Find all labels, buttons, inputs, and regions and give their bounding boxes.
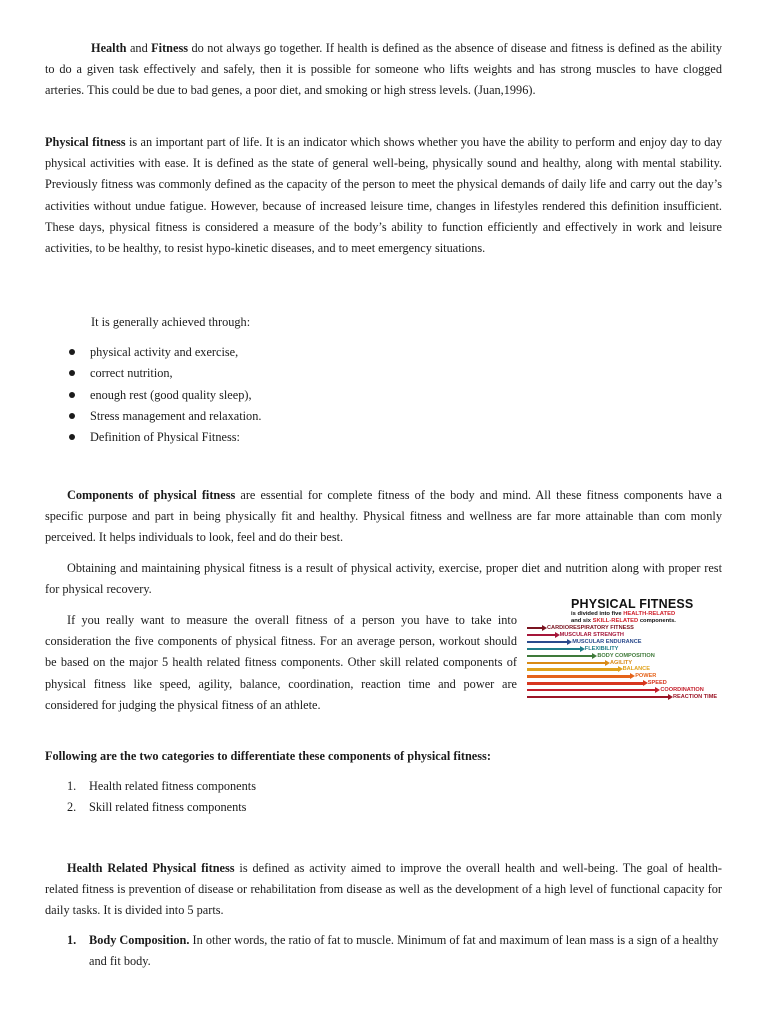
figure-title: PHYSICAL FITNESS (571, 597, 694, 611)
figure-bar-label: CARDIORESPIRATORY FITNESS (547, 625, 634, 631)
list-item: 1. Health related fitness components (67, 779, 256, 793)
figure-subtitle-line1: is divided into five HEALTH-RELATED (571, 611, 676, 617)
components-paragraph: Components of physical fitness are essential for complete fitness of the body and mind. All these fitness components have a specific purpose and part in being physically fit and healthy. Physical fitness and wellness are far more attainable than com monly perceived. It helps individuals to look, feel and do their best. (45, 488, 722, 545)
bullet-icon (69, 413, 75, 419)
list-item: Stress management and relaxation. (45, 406, 722, 427)
body-composition-term: Body Composition. (89, 933, 190, 947)
list-item: Definition of Physical Fitness: (45, 427, 722, 448)
figure-bar-label: REACTION TIME (673, 694, 718, 700)
list-item: enough rest (good quality sleep), (45, 385, 722, 406)
figure-bar (527, 627, 543, 629)
figure-bar (527, 662, 606, 664)
figure-bar-label: MUSCULAR STRENGTH (559, 631, 624, 638)
figure-bar-label: COORDINATION (660, 687, 704, 694)
categories-list (45, 776, 722, 818)
categories-heading: Following are the two categories to differentiate these components of physical fitness: (45, 749, 491, 763)
list-item: 2. Skill related fitness components (67, 800, 247, 814)
body-composition-item: 1. Body Composition. In other words, the ratio of fat to muscle. Minimum of fat and maximum of lean mass is a sign of a healthy and fit body. (67, 933, 719, 969)
intro-paragraph: Health and Fitness do not always go together. If health is defined as the absence of disease and fitness is defined as the ability to do a given task effectively and safely, then it is possible for someone who lifts weights and has strong muscles to have clogged arteries. This could be due to bad genes, a poor diet, and smoking or high stress levels. (Juan,1996). (45, 41, 722, 98)
health-term: Health (91, 41, 127, 55)
figure-bar-label: SPEED (647, 680, 667, 687)
figure-bar (527, 675, 631, 677)
physical-fitness-paragraph: Physical fitness is an important part of life. It is an indicator which shows whether you have the ability to perform and enjoy day to day physical activities with ease. It is defined as the state of general well-being, physically sound and healthy, along with mental stability. Previously fitness was commonly defined as the capacity of the person to meet the physical demands of daily life and carry out the day’s activities without undue fatigue. However, because of increased leisure time, changes in lifestyles rendered this definition insufficient. These days, physical fitness is considered a measure of the body’s ability to function efficiently and effectively in work and leisure activities, to be healthy, to resist hypo-kinetic diseases, and to meet emergency situations. (45, 135, 722, 256)
figure-bar-label: MUSCULAR ENDURANCE (572, 638, 642, 645)
figure-bar-label: BALANCE (622, 666, 650, 673)
figure-bar (527, 696, 669, 698)
physical-fitness-infographic (527, 594, 724, 710)
measure-paragraph: If you really want to measure the overall fitness of a person you have to take into consideration the five components of physical fitness. For an average person, workout should be based on the major 5 health related fitness components. Other skill related components of physical fitness like speed, agility, balance, coordination, reaction time and power are considered for judging the physical fitness of an athlete. (45, 613, 517, 712)
health-related-term: Health Related Physical fitness (67, 861, 235, 875)
figure-bar (527, 689, 656, 691)
achieved-list (45, 342, 722, 448)
figure-bar-label: BODY COMPOSITION (597, 652, 655, 659)
list-item: correct nutrition, (45, 363, 722, 384)
figure-bar-label: FLEXIBILITY (584, 645, 619, 652)
figure-subtitle-line2: and six SKILL-RELATED components. (571, 618, 676, 624)
bullet-icon (69, 349, 75, 355)
achieved-intro: It is generally achieved through: (91, 315, 251, 329)
figure-bar (527, 634, 556, 636)
bullet-icon (69, 370, 75, 376)
figure-bar (527, 648, 581, 650)
figure-bar-label: AGILITY (610, 659, 633, 666)
list-item: physical activity and exercise, (45, 342, 722, 363)
bullet-icon (69, 434, 75, 440)
figure-bar (527, 668, 619, 670)
components-term: Components of physical fitness (67, 488, 236, 502)
bullet-icon (69, 392, 75, 398)
figure-bar (527, 641, 568, 643)
figure-bar-label: POWER (635, 673, 657, 680)
fitness-term: Fitness (151, 41, 189, 55)
health-related-paragraph: Health Related Physical fitness is defined as activity aimed to improve the overall health and well-being. The goal of health- related fitness is prevention of disease or rehabilitation from disease as well as the development of a high level of functional capacity for daily tasks. It is divided into 5 parts. (45, 861, 722, 918)
figure-bar (527, 655, 593, 657)
figure-bar (527, 682, 644, 684)
obtaining-paragraph: Obtaining and maintaining physical fitness is a result of physical activity, exercise, proper diet and nutrition along with proper rest for physical recovery. (45, 561, 722, 597)
physical-fitness-term: Physical fitness (45, 135, 126, 149)
